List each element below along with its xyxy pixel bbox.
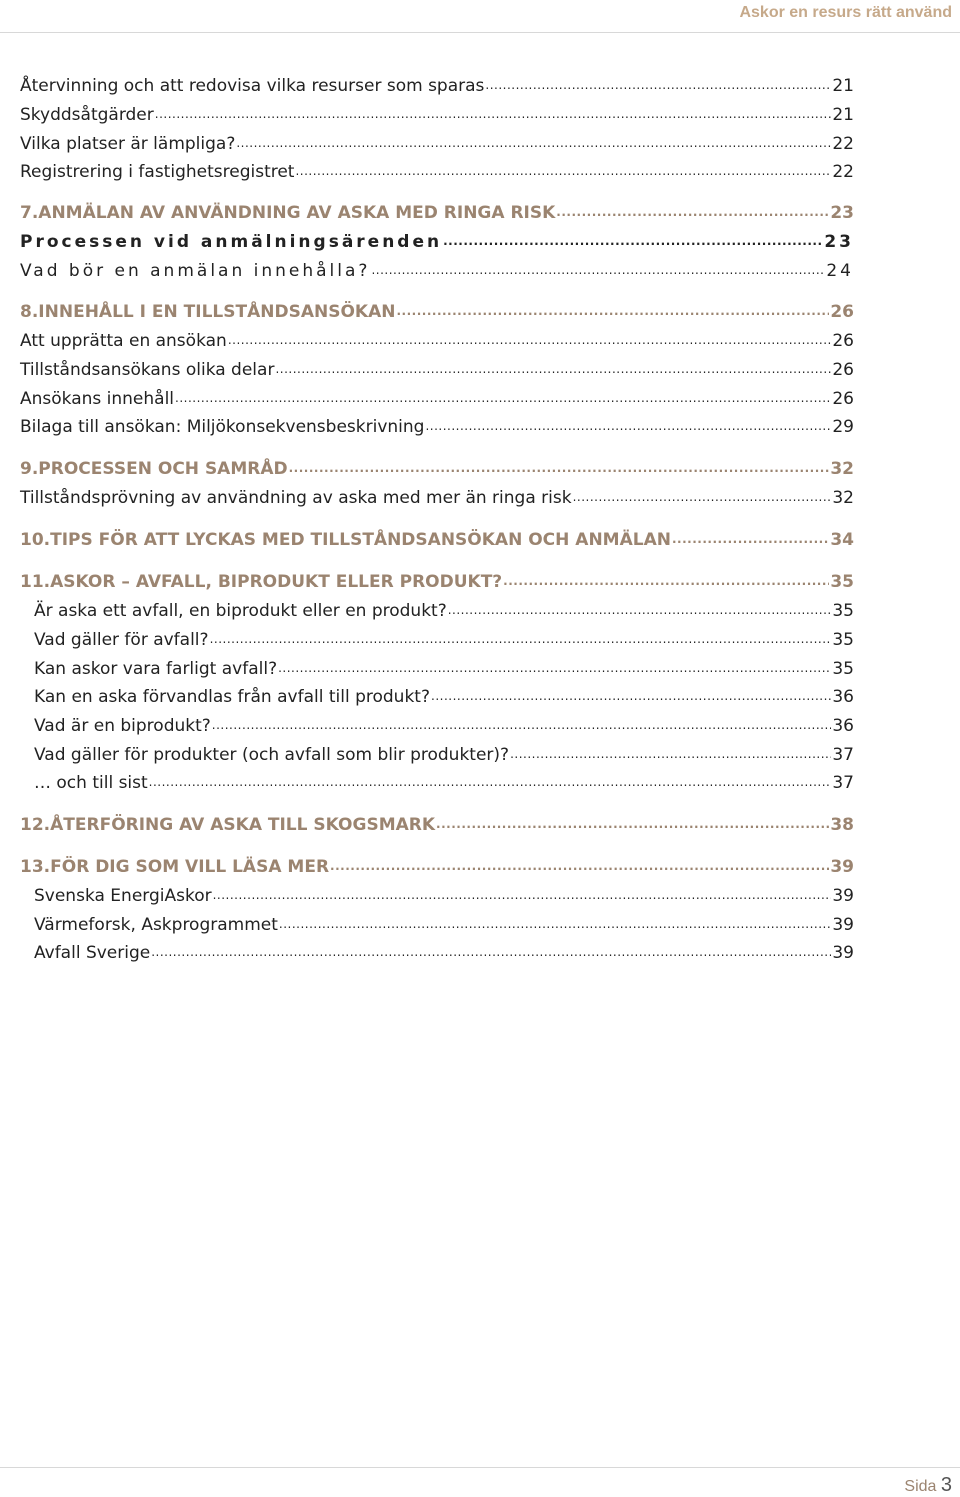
toc-entry-title: PROCESSEN OCH SAMRÅD [38,459,288,479]
toc-dot-leader [155,105,832,125]
toc-dot-leader [289,459,830,479]
toc-dot-leader [228,331,832,351]
toc-page-number: 26 [832,389,854,409]
toc-section-entry[interactable] [34,710,854,736]
toc-entry-title: INNEHÅLL I EN TILLSTÅNDSANSÖKAN [38,302,396,322]
toc-section-entry[interactable] [20,70,854,96]
toc-section-entry[interactable] [20,99,854,125]
toc-section-entry[interactable] [34,595,854,621]
toc-chapter-entry[interactable] [20,197,854,223]
toc-entry-title: Tillståndsansökans olika delar [20,360,275,380]
toc-dot-leader [236,134,831,154]
toc-entry-title: ASKOR – AVFALL, BIPRODUKT ELLER PRODUKT? [50,572,503,592]
toc-chapter-number: 7. [20,203,39,223]
toc-chapter-number: 11. [20,572,51,592]
toc-dot-leader [149,773,832,793]
toc-dot-leader [503,572,829,592]
toc-chapter-entry[interactable] [20,453,854,479]
toc-dot-leader [573,488,832,508]
toc-section-entry[interactable] [20,411,854,437]
toc-dot-leader [213,886,832,906]
toc-entry-title: Vilka platser är lämpliga? [20,134,236,154]
toc-dot-leader [278,659,831,679]
toc-dot-leader [396,302,829,322]
toc-page-number: 35 [832,659,854,679]
toc-entry-title: Svenska EnergiAskor [34,886,212,906]
toc-page-number: 35 [832,601,854,621]
toc-entry-title: Processen vid anmälningsärenden [20,232,443,252]
toc-page-number: 35 [832,630,854,650]
toc-entry-title: Skyddsåtgärder [20,105,154,125]
toc-page-number: 24 [826,261,854,281]
toc-entry-title: ANMÄLAN AV ANVÄNDNING AV ASKA MED RINGA RISK [38,203,556,223]
toc-dot-leader [448,601,832,621]
toc-page-number: 23 [824,232,854,252]
toc-chapter-entry[interactable] [20,524,854,550]
toc-page-number: 26 [830,302,854,322]
toc-dot-leader [151,943,831,963]
toc-page-number: 21 [832,105,854,125]
toc-section-entry[interactable] [20,226,854,252]
footer-divider [0,1467,960,1468]
toc-page-number: 22 [832,162,854,182]
toc-dot-leader [431,687,831,707]
running-header: Askor en resurs rätt använd [739,4,952,21]
toc-section-entry[interactable] [34,909,854,935]
toc-section-entry[interactable] [20,383,854,409]
toc-entry-title: ÅTERFÖRING AV ASKA TILL SKOGSMARK [50,815,436,835]
toc-entry-title: FÖR DIG SOM VILL LÄSA MER [50,857,330,877]
toc-page-number: 36 [832,716,854,736]
toc-page-number: 35 [830,572,854,592]
toc-entry-title: Vad är en biprodukt? [34,716,211,736]
toc-section-entry[interactable] [20,255,854,281]
toc-page-number: 39 [832,915,854,935]
toc-dot-leader [485,76,831,96]
toc-dot-leader [510,745,831,765]
toc-entry-title: Är aska ett avfall, en biprodukt eller en produkt? [34,601,447,621]
toc-entry-title: Vad bör en anmälan innehålla? [20,261,371,281]
toc-section-entry[interactable] [34,767,854,793]
toc-dot-leader [425,417,831,437]
toc-page-number: 39 [830,857,854,877]
toc-chapter-entry[interactable] [20,296,854,322]
toc-section-entry[interactable] [20,482,854,508]
toc-dot-leader [436,815,829,835]
toc-section-entry[interactable] [34,880,854,906]
toc-dot-leader [556,203,829,223]
toc-page-number: 38 [830,815,854,835]
toc-section-entry[interactable] [34,739,854,765]
toc-chapter-number: 8. [20,302,39,322]
toc-page-number: 39 [832,943,854,963]
toc-entry-title: TIPS FÖR ATT LYCKAS MED TILLSTÅNDSANSÖKAN OCH ANMÄLAN [50,530,671,550]
toc-dot-leader [210,630,832,650]
toc-entry-title: Att upprätta en ansökan [20,331,227,351]
toc-entry-title: Tillståndsprövning av användning av aska med mer än ringa risk [20,488,572,508]
toc-section-entry[interactable] [34,937,854,963]
toc-entry-title: Återvinning och att redovisa vilka resurser som sparas [20,76,485,96]
toc-page-number: 37 [832,745,854,765]
toc-entry-title: Registrering i fastighetsregistret [20,162,295,182]
toc-section-entry[interactable] [34,681,854,707]
page-label: Sida [904,1478,937,1495]
toc-dot-leader [330,857,829,877]
page-footer [904,1474,952,1497]
toc-section-entry[interactable] [34,653,854,679]
toc-entry-title: Vad gäller för avfall? [34,630,209,650]
toc-chapter-entry[interactable] [20,566,854,592]
toc-entry-title: Kan en aska förvandlas från avfall till produkt? [34,687,430,707]
toc-page-number: 32 [830,459,854,479]
toc-page-number: 26 [832,360,854,380]
toc-page-number: 39 [832,886,854,906]
page-number: 3 [940,1474,952,1496]
toc-entry-title: Avfall Sverige [34,943,151,963]
header-divider [0,32,960,33]
toc-dot-leader [371,261,825,281]
toc-page-number: 29 [832,417,854,437]
toc-chapter-number: 10. [20,530,51,550]
toc-page-number: 23 [830,203,854,223]
toc-entry-title: Kan askor vara farligt avfall? [34,659,278,679]
toc-dot-leader [212,716,832,736]
toc-chapter-entry[interactable] [20,809,854,835]
toc-section-entry[interactable] [20,128,854,154]
toc-dot-leader [275,360,831,380]
toc-page-number: 22 [832,134,854,154]
toc-dot-leader [672,530,829,550]
toc-entry-title: Bilaga till ansökan: Miljökonsekvensbeskrivning [20,417,425,437]
toc-chapter-number: 12. [20,815,51,835]
toc-page-number: 21 [832,76,854,96]
toc-page-number: 26 [832,331,854,351]
toc-chapter-number: 9. [20,459,39,479]
toc-entry-title: Ansökans innehåll [20,389,175,409]
toc-dot-leader [279,915,831,935]
toc-section-entry[interactable] [20,354,854,380]
toc-section-entry[interactable] [20,325,854,351]
toc-page-number: 32 [832,488,854,508]
toc-page-number: 34 [830,530,854,550]
toc-dot-leader [175,389,831,409]
toc-entry-title: Värmeforsk, Askprogrammet [34,915,278,935]
toc-page-number: 37 [832,773,854,793]
toc-section-entry[interactable] [20,156,854,182]
toc-chapter-entry[interactable] [20,851,854,877]
toc-chapter-number: 13. [20,857,51,877]
toc-entry-title: … och till sist [34,773,148,793]
toc-entry-title: Vad gäller för produkter (och avfall som blir produkter)? [34,745,510,765]
toc-page-number: 36 [832,687,854,707]
toc-section-entry[interactable] [34,624,854,650]
toc-dot-leader [295,162,831,182]
toc-dot-leader [443,232,823,252]
